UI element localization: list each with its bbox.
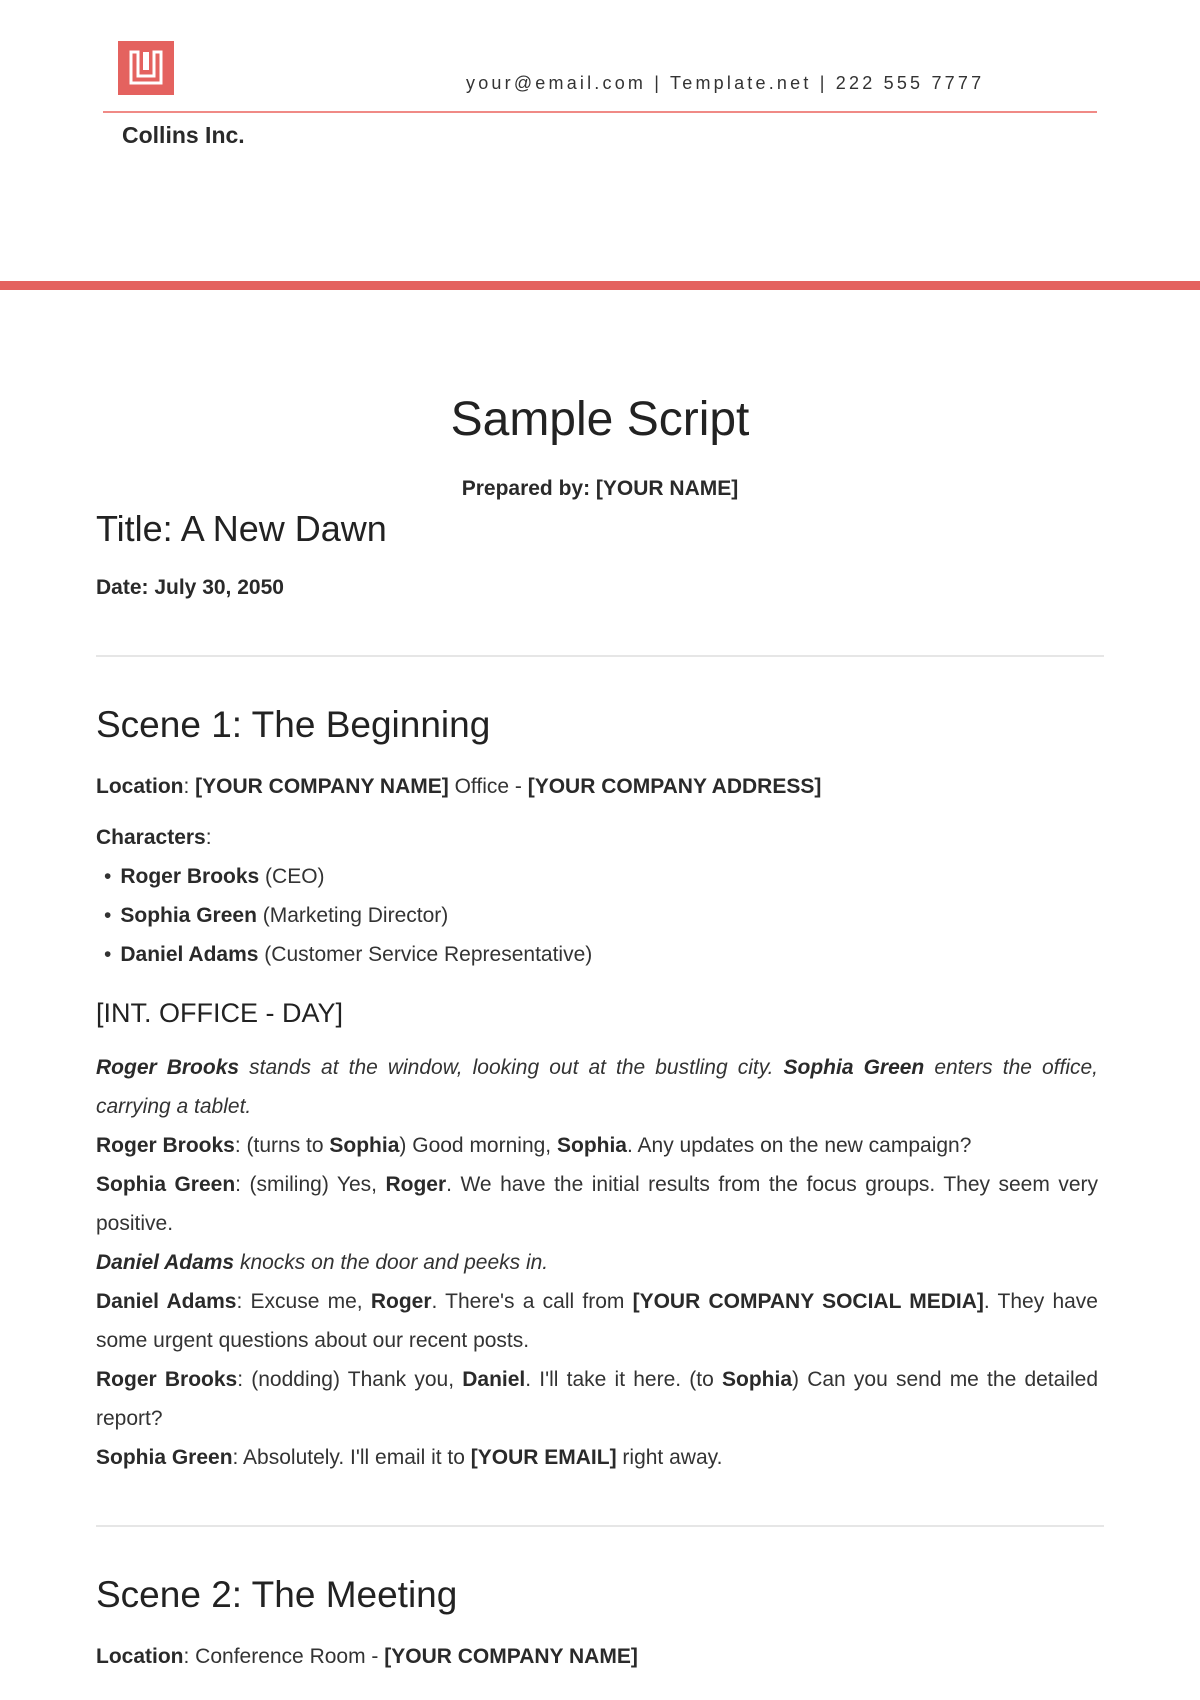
dialogue-line: Daniel Adams: Excuse me, Roger. There's a call from [YOUR COMPANY SOCIAL MEDIA]. They have some urgent questions about our recent posts. [96,1290,1098,1352]
section-divider [96,655,1104,657]
contact-info: your@email.com | Template.net | 222 555 7777 [466,73,985,93]
prepared-by: Prepared by: [YOUR NAME] [461,477,739,500]
section-divider [96,1525,1104,1527]
dialogue-line: Sophia Green: (smiling) Yes, Roger. We have the initial results from the focus groups. They seem very positive. [96,1173,1099,1235]
stage-heading: [INT. OFFICE - DAY] [96,998,344,1028]
character-item: • Sophia Green (Marketing Director) [104,904,448,928]
company-name: Collins Inc. [122,122,245,148]
dialogue-line: Sophia Green: Absolutely. I'll email it to [YOUR EMAIL] right away. [96,1446,723,1469]
scene-1-heading: Scene 1: The Beginning [96,704,491,745]
scene-2-heading: Scene 2: The Meeting [96,1574,458,1615]
scene-2-location: Location: Conference Room - [YOUR COMPANY NAME] [96,1645,638,1668]
scene-1-location: Location: [YOUR COMPANY NAME] Office - [YOUR COMPANY ADDRESS] [96,775,822,798]
characters-label: Characters: [96,826,212,849]
character-item: • Daniel Adams (Customer Service Representative) [104,943,592,967]
accent-bar [0,281,1200,290]
document-date: Date: July 30, 2050 [96,576,284,599]
dialogue-line: Roger Brooks: (nodding) Thank you, Daniel. I'll take it here. (to Sophia) Can you send me the detailed report? [96,1368,1099,1430]
scene-1-body [96,1048,1098,1477]
header-divider [103,111,1097,113]
document-title: Sample Script [450,393,750,446]
company-logo-icon [118,41,174,95]
logo-mark-icon [127,50,165,86]
dialogue-line: Roger Brooks: (turns to Sophia) Good morning, Sophia. Any updates on the new campaign? [96,1134,972,1157]
script-title: Title: A New Dawn [96,508,387,549]
character-item: • Roger Brooks (CEO) [104,865,325,889]
action-line: Daniel Adams knocks on the door and peeks in. [96,1251,549,1274]
action-line: Roger Brooks stands at the window, looking out at the bustling city. Sophia Green enters the office, carrying a tablet. [96,1056,1098,1118]
